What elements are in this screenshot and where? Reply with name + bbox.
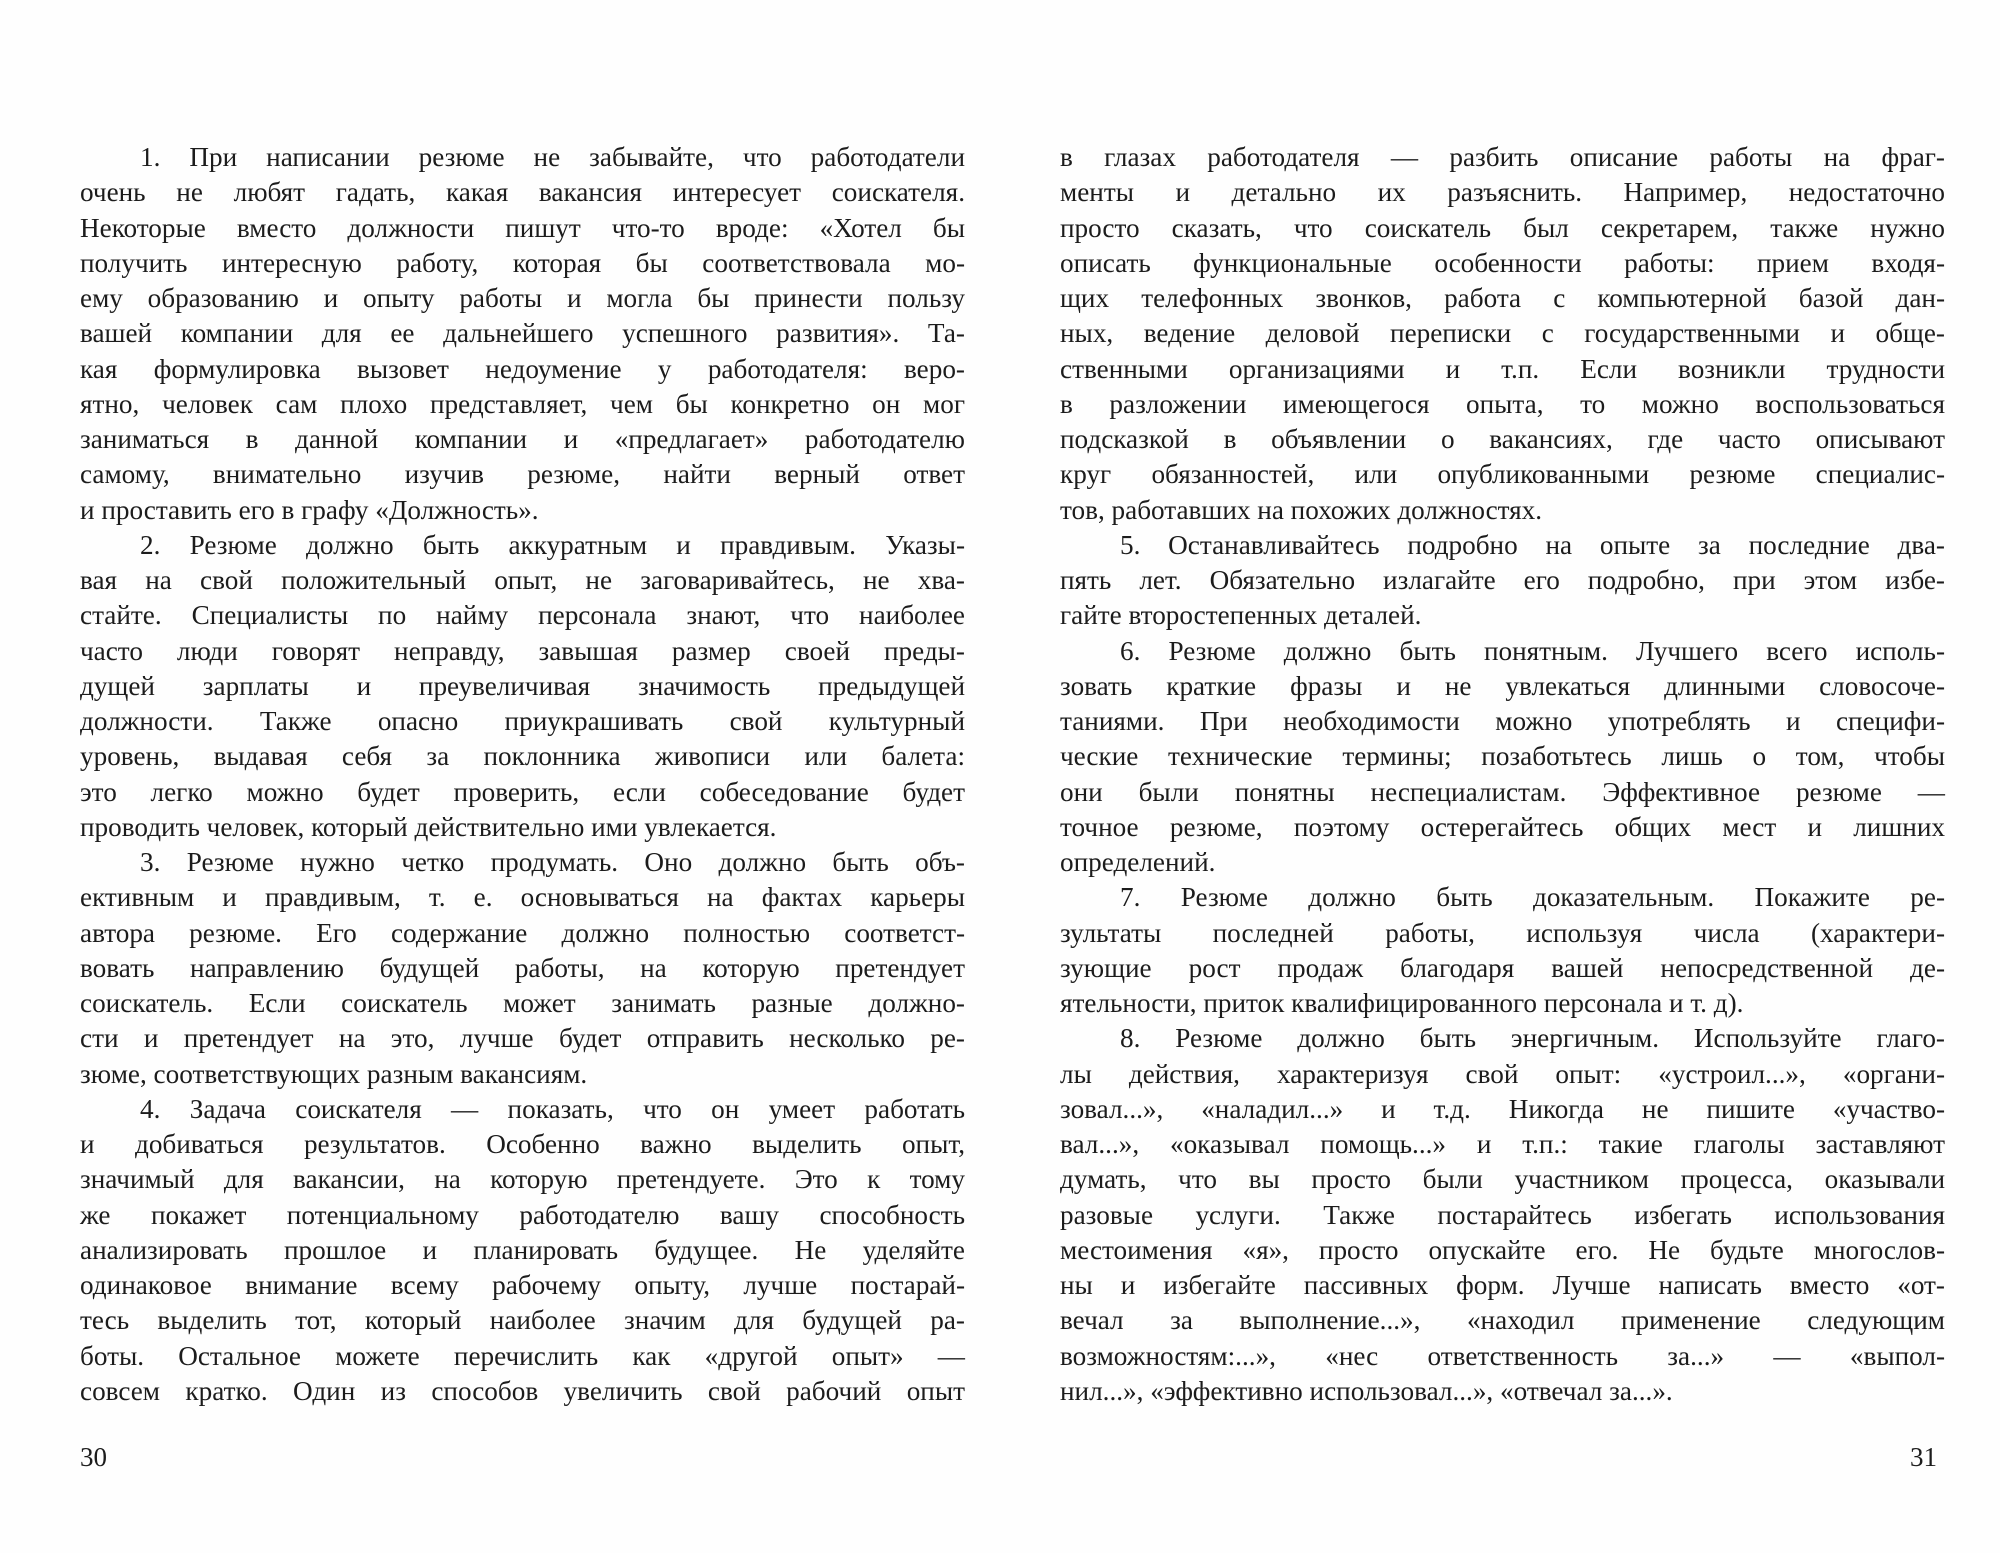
text-line: автора резюме. Его содержание должно полностью соответст- — [80, 917, 965, 948]
text-line: вашей компании для ее дальнейшего успешного развития». Та- — [80, 318, 965, 349]
text-line: проводить человек, который действительно ими увлекается. — [80, 811, 777, 842]
text-line: щих телефонных звонков, работа с компьютерной базой дан- — [1060, 283, 1945, 313]
text-line: определений. — [1060, 847, 1216, 877]
text-line: вечал за выполнение...», «находил применение следующим — [1060, 1305, 1945, 1336]
text-line: ственными организациями и т.п. Если возникли трудности — [1060, 353, 1945, 384]
text-line: в разложении имеющегося опыта, то можно воспользоваться — [1060, 388, 1945, 419]
text-line: просто сказать, что соискатель был секретарем, также нужно — [1060, 212, 1945, 243]
text-line: зовать краткие фразы и не увлекаться длинными словосоче- — [1060, 670, 1945, 701]
text-line: ятно, человек сам плохо представляет, чем бы конкретно он мог — [80, 388, 965, 419]
text-line: точное резюме, поэтому остерегайтесь общих мест и лишних — [1060, 811, 1945, 842]
text-line: и добиваться результатов. Особенно важно выделить опыт, — [80, 1129, 965, 1159]
text-line: они были понятны неспециалистам. Эффективное резюме — — [1060, 776, 1945, 807]
text-line: вая на свой положительный опыт, не заговаривайтесь, не хва- — [80, 565, 965, 595]
text-line: нил...», «эффективно использовал...», «отвечал за...». — [1060, 1375, 1673, 1406]
text-line: боты. Остальное можете перечислить как «другой опыт» — — [80, 1340, 965, 1371]
text-line: часто люди говорят неправду, завышая размер своей преды- — [80, 635, 965, 666]
text-line: зующие рост продаж благодаря вашей непосредственной де- — [1060, 952, 1945, 983]
text-line: ему образованию и опыту работы и могла бы принести пользу — [80, 283, 965, 313]
text-line: 2. Резюме должно быть аккуратным и правдивым. Указы- — [140, 529, 965, 560]
text-line: тесь выделить тот, который наиболее значим для будущей ра- — [80, 1305, 965, 1336]
text-line: ятельности, приток квалифицированного персонала и т. д). — [1060, 988, 1744, 1018]
text-line: же покажет потенциальному работодателю вашу способность — [80, 1199, 965, 1230]
text-line: лы действия, характеризуя свой опыт: «устроил...», «органи- — [1060, 1058, 1945, 1089]
text-line: дущей зарплаты и преувеличивая значимость предыдущей — [80, 670, 965, 701]
text-line: 7. Резюме должно быть доказательным. Покажите ре- — [1120, 882, 1945, 913]
text-line: в глазах работодателя — разбить описание работы на фраг- — [1060, 142, 1945, 172]
text-line: местоимения «я», просто опускайте его. Не будьте многослов- — [1060, 1234, 1945, 1265]
text-line: зультаты последней работы, используя числа (характери- — [1060, 917, 1945, 948]
text-line: самому, внимательно изучив резюме, найти верный ответ — [80, 459, 965, 490]
text-line: одинаковое внимание всему рабочему опыту, лучше постарай- — [80, 1270, 965, 1300]
text-line: должности. Также опасно приукрашивать свой культурный — [80, 706, 965, 736]
text-line: гайте второстепенных деталей. — [1060, 600, 1422, 631]
text-line: менты и детально их разъяснить. Например, недостаточно — [1060, 177, 1945, 208]
text-line: очень не любят гадать, какая вакансия интересует соискателя. — [80, 177, 965, 208]
text-line: разовые услуги. Также постарайтесь избегать использования — [1060, 1199, 1945, 1230]
text-line: значимый для вакансии, на которую претендуете. Это к тому — [80, 1164, 965, 1195]
text-line: описать функциональные особенности работы: прием входя- — [1060, 247, 1945, 278]
text-line: думать, что вы просто были участником процесса, оказывали — [1060, 1164, 1945, 1195]
left-page-text — [80, 140, 965, 1409]
text-line: совсем кратко. Один из способов увеличить свой рабочий опыт — [80, 1375, 965, 1406]
text-line: анализировать прошлое и планировать будущее. Не уделяйте — [80, 1234, 965, 1265]
text-line: 6. Резюме должно быть понятным. Лучшего всего исполь- — [1120, 635, 1945, 666]
text-line: подсказкой в объявлении о вакансиях, где часто описывают — [1060, 424, 1945, 454]
text-line: ективным и правдивым, т. е. основываться на фактах карьеры — [80, 882, 965, 913]
text-line: Некоторые вместо должности пишут что-то вроде: «Хотел бы — [80, 212, 965, 243]
text-line: зовал...», «наладил...» и т.д. Никогда не пишите «участво- — [1060, 1093, 1945, 1124]
text-line: 4. Задача соискателя — показать, что он умеет работать — [140, 1093, 965, 1124]
text-line: заниматься в данной компании и «предлагает» работодателю — [80, 424, 965, 454]
text-line: зюме, соответствующих разным вакансиям. — [80, 1058, 588, 1089]
text-line: получить интересную работу, которая бы соответствовала мо- — [80, 247, 965, 278]
text-line: и проставить его в графу «Должность». — [80, 494, 539, 525]
text-line: соискатель. Если соискатель может занимать разные должно- — [80, 988, 965, 1018]
text-line: вовать направлению будущей работы, на которую претендует — [80, 952, 965, 983]
text-line: 8. Резюме должно быть энергичным. Используйте глаго- — [1120, 1023, 1945, 1054]
text-line: вал...», «оказывал помощь...» и т.п.: такие глаголы заставляют — [1060, 1129, 1945, 1159]
right-page-text — [1060, 140, 1945, 1409]
text-line: тов, работавших на похожих должностях. — [1060, 494, 1543, 525]
right-page-number: 31 — [1910, 1442, 1937, 1472]
text-line: кая формулировка вызовет недоумение у работодателя: веро- — [80, 353, 965, 384]
left-page-number: 30 — [80, 1442, 107, 1472]
text-line: это легко можно будет проверить, если собеседование будет — [80, 776, 965, 807]
text-line: возможностям:...», «нес ответственность за...» — «выпол- — [1060, 1340, 1945, 1371]
text-line: ных, ведение деловой переписки с государственными и обще- — [1060, 318, 1945, 349]
text-line: таниями. При необходимости можно употреблять и специфи- — [1060, 706, 1945, 736]
text-line: ческие технические термины; позаботьтесь лишь о том, чтобы — [1060, 741, 1945, 772]
text-line: 3. Резюме нужно четко продумать. Оно должно быть объ- — [140, 847, 965, 877]
text-line: уровень, выдавая себя за поклонника живописи или балета: — [80, 741, 965, 772]
text-line: сти и претендует на это, лучше будет отправить несколько ре- — [80, 1023, 965, 1054]
text-line: 5. Останавливайтесь подробно на опыте за последние два- — [1120, 529, 1945, 560]
text-line: стайте. Специалисты по найму персонала знают, что наиболее — [80, 600, 965, 631]
text-line: пять лет. Обязательно излагайте его подробно, при этом избе- — [1060, 565, 1945, 595]
text-line: круг обязанностей, или опубликованными резюме специалис- — [1060, 459, 1945, 490]
text-line: 1. При написании резюме не забывайте, что работодатели — [140, 142, 965, 172]
text-line: ны и избегайте пассивных форм. Лучше написать вместо «от- — [1060, 1270, 1945, 1300]
